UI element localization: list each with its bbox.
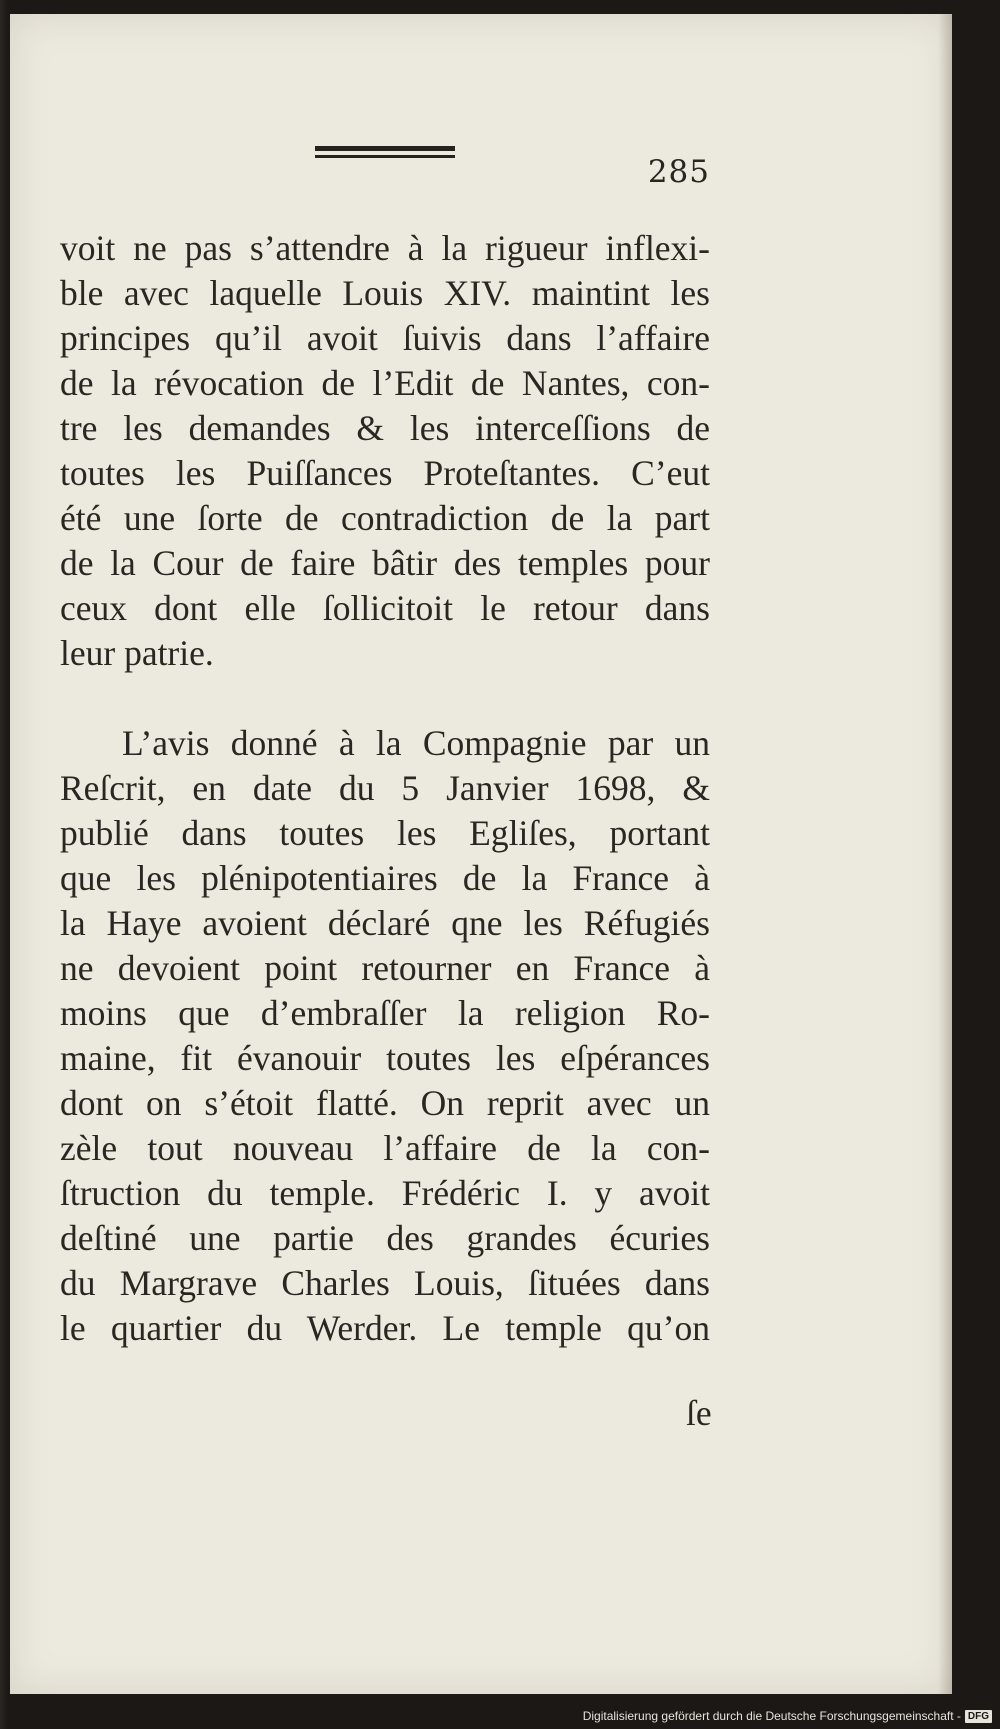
text-line: été une ſorte de contradiction de la part xyxy=(60,498,710,538)
header-ornament-rule xyxy=(315,146,455,162)
text-line: que les plénipotentiaires de la France à xyxy=(60,858,710,898)
text-line: publié dans toutes les Egliſes, portant xyxy=(60,813,710,853)
book-page xyxy=(10,14,952,1694)
text-line: ſtruction du temple. Frédéric I. y avoit xyxy=(60,1173,710,1213)
text-line: du Margrave Charles Louis, ſituées dans xyxy=(60,1263,710,1303)
text-line: voit ne pas s’attendre à la rigueur inflexi- xyxy=(60,228,710,268)
text-line: L’avis donné à la Compagnie par un xyxy=(122,723,710,763)
text-line: zèle tout nouveau l’affaire de la con- xyxy=(60,1128,710,1168)
text-line: ne devoient point retourner en France à xyxy=(60,948,710,988)
text-line: toutes les Puiſſances Proteſtantes. C’eut xyxy=(60,453,710,493)
dfg-logo: DFG xyxy=(965,1710,992,1723)
body-text xyxy=(60,226,710,1351)
credit-text: Digitalisierung gefördert durch die Deutsche Forschungsgemeinschaft - xyxy=(582,1709,961,1723)
paragraph-1 xyxy=(60,226,710,676)
page-number: 285 xyxy=(647,154,710,190)
text-line: Reſcrit, en date du 5 Janvier 1698, & xyxy=(60,768,710,808)
text-line: la Haye avoient déclaré qne les Réfugiés xyxy=(60,903,710,943)
text-line: de la révocation de l’Edit de Nantes, con- xyxy=(60,363,710,403)
paragraph-gap xyxy=(60,676,710,721)
text-line: moins que d’embraſſer la religion Ro- xyxy=(60,993,710,1033)
page-edge-shadow xyxy=(938,14,952,1694)
digitization-credit xyxy=(583,1709,992,1723)
text-line: tre les demandes & les interceſſions de xyxy=(60,408,710,448)
text-line: leur patrie. xyxy=(60,633,214,673)
catchword: ſe xyxy=(686,1393,712,1433)
text-line: de la Cour de faire bâtir des temples pour xyxy=(60,543,710,583)
text-line: dont on s’étoit flatté. On reprit avec un xyxy=(60,1083,710,1123)
text-line: deſtiné une partie des grandes écuries xyxy=(60,1218,710,1258)
text-line: principes qu’il avoit ſuivis dans l’affaire xyxy=(60,318,710,358)
text-line: ble avec laquelle Louis XIV. maintint les xyxy=(60,273,710,313)
text-line: le quartier du Werder. Le temple qu’on xyxy=(60,1308,710,1348)
text-line: maine, fit évanouir toutes les eſpérances xyxy=(60,1038,710,1078)
paragraph-2 xyxy=(60,721,710,1351)
text-line: ceux dont elle ſollicitoit le retour dans xyxy=(60,588,710,628)
